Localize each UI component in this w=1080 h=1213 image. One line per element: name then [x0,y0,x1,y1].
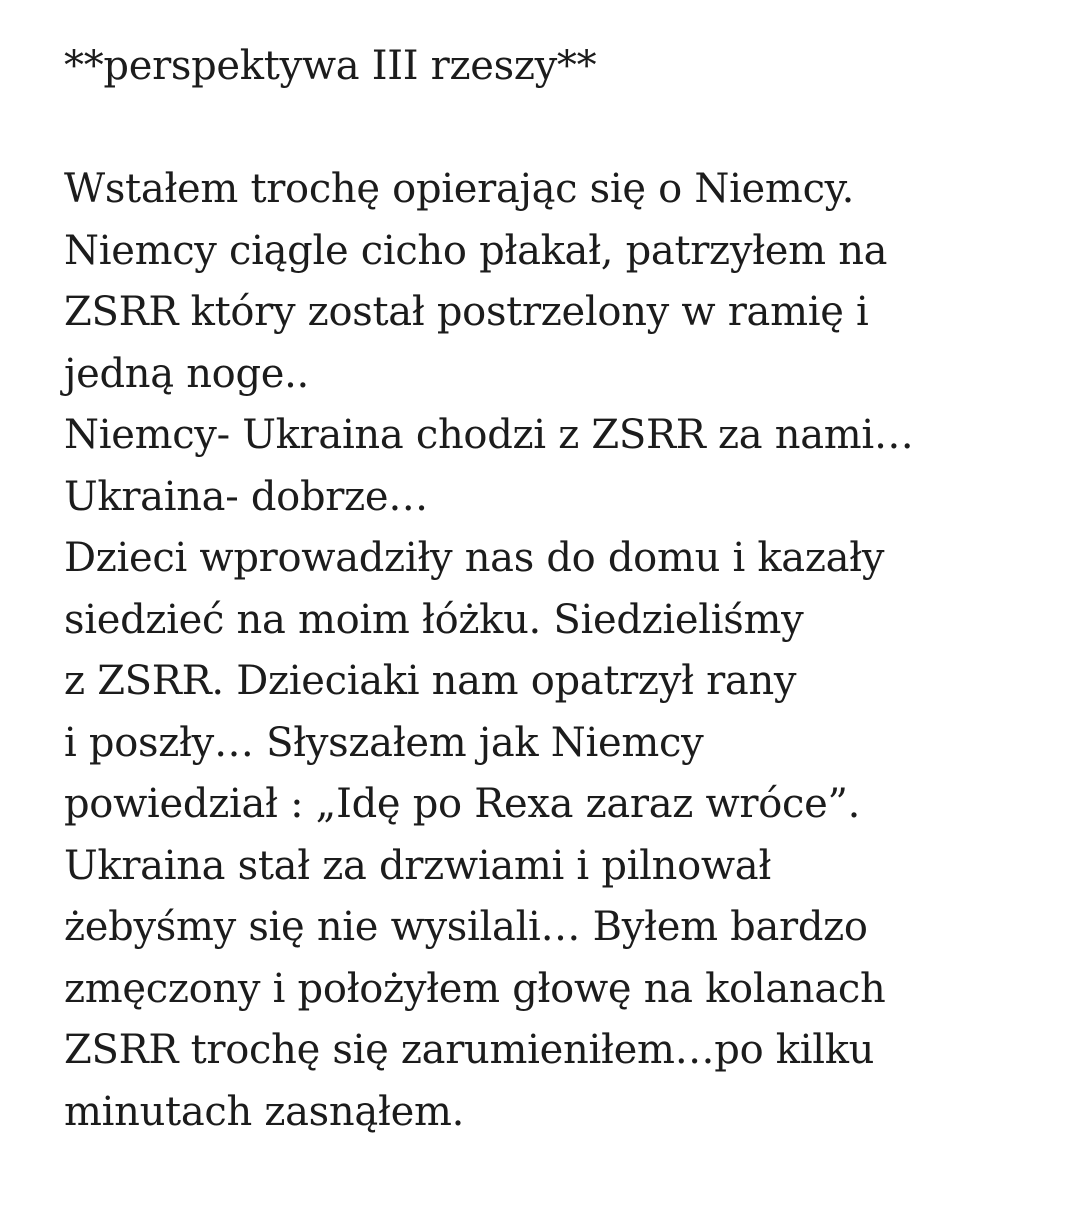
story-line: ZSRR trochę się zarumieniłem…po kilku [64,1027,875,1073]
story-line: zmęczony i położyłem głowę na kolanach [64,965,886,1012]
story-line: Ukraina stał za drzwiami i pilnował [64,842,772,889]
story-line: Ukraina- dobrze… [64,473,428,520]
story-text-body [64,36,1054,1143]
paragraph-spacer [64,98,1054,160]
story-line: siedzieć na moim łóżku. Siedzieliśmy [64,596,804,643]
story-line: z ZSRR. Dzieciaki nam opatrzył rany [64,658,797,704]
story-line: żebyśmy się nie wysilali… Byłem bardzo [64,904,868,950]
story-line: Niemcy ciągle cicho płakał, patrzyłem na [64,227,888,274]
story-line: jedną noge.. [64,350,309,397]
story-line: Dzieci wprowadziły nas do domu i kazały [64,535,885,581]
story-line: i poszły… Słyszałem jak Niemcy [64,719,704,766]
story-line: Niemcy- Ukraina chodzi z ZSRR za nami… [64,412,914,458]
story-line: Wstałem trochę opierając się o Niemcy. [64,166,855,212]
story-title: **perspektywa III rzeszy** [64,43,597,89]
story-line: ZSRR który został postrzelony w ramię i [64,289,869,335]
story-line: powiedział : „Idę po Rexa zaraz wróce”. [64,781,861,827]
story-line: minutach zasnąłem. [64,1088,464,1135]
